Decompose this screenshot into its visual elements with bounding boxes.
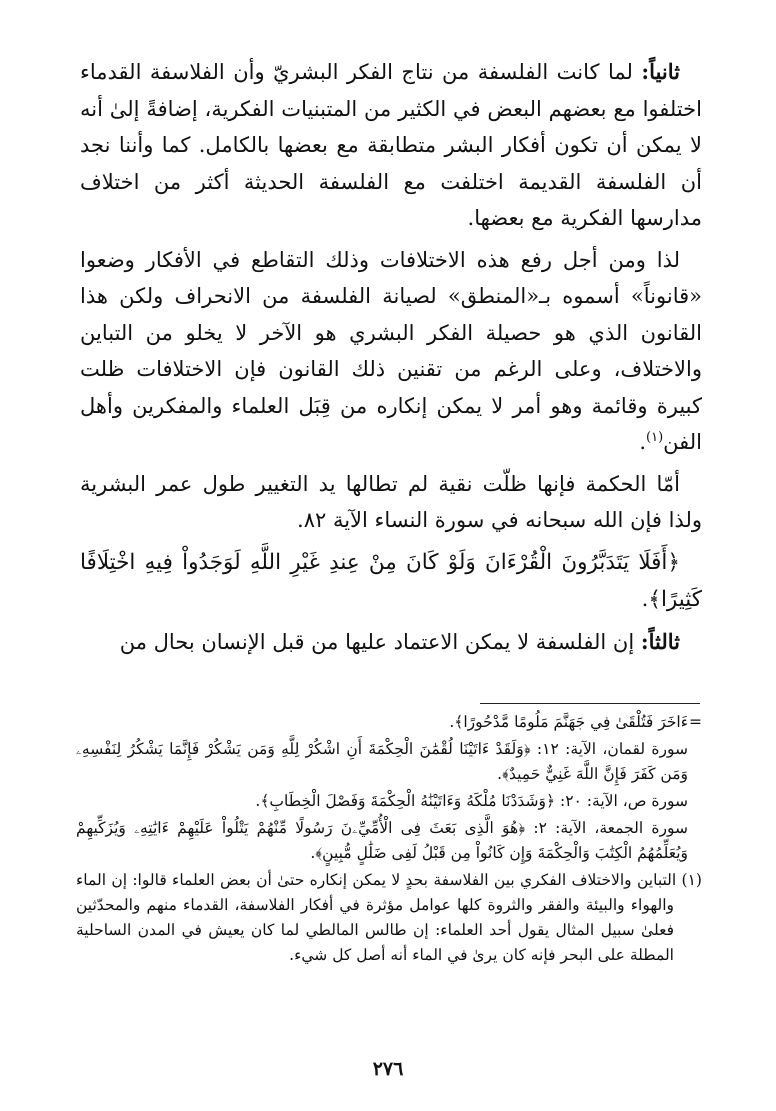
paragraph-2nd-point [80, 54, 702, 237]
quran-verse-block [80, 544, 702, 619]
footnote-separator [480, 703, 700, 704]
footnote-reference[interactable]: (١) [646, 430, 664, 445]
verse-end: . [641, 587, 649, 611]
footnote-1 [76, 868, 702, 968]
paragraph-lead: ثانياً: [641, 59, 680, 84]
footnote-verse-luqman: سورة لقمان، الآية: ١٢: ﴿وَلَقَدْ ءَاتَيْنَا لُقْمَٰنَ الْحِكْمَةَ أَنِ اشْكُرْ لِلَّهِ وَمَن يَشْكُرْ فَإِنَّمَا يَشْكُرُ لِنَفْسِهِۦ وَمَن كَفَرَ فَإِنَّ اللَّهَ غَنِيٌّ حَمِيدٌ﴾. [76, 740, 688, 783]
paragraph-wisdom [80, 466, 702, 539]
quran-verse: ﴿أَفَلَا يَتَدَبَّرُونَ الْقُرْءَانَ وَلَوْ كَانَ مِنْ عِندِ غَيْرِ اللَّهِ لَوَجَدُواْ فِيهِ اخْتِلَافًا كَثِيرًا﴾ [80, 549, 702, 612]
footnote-verse-sad: سورة ص، الآية: ٢٠: ﴿وَشَدَدْنَا مُلْكَهُ وَءَاتَيْنَٰهُ الْحِكْمَةَ وَفَصْلَ الْخِطَابِ﴾. [255, 792, 688, 810]
paragraph-logic [80, 242, 702, 461]
footnote-verse-jumuah: سورة الجمعة، الآية: ٢: ﴿هُوَ الَّذِى بَعَثَ فِى الْأُمِّيِّۦنَ رَسُولًا مِّنْهُمْ يَتْلُواْ عَلَيْهِمْ ءَايَٰتِهِۦ وَيُزَكِّيهِمْ وَيُعَلِّمُهُمُ الْكِتَٰبَ وَالْحِكْمَةَ وَإِن كَانُواْ مِن قَبْلُ لَفِى ضَلَٰلٍ مُّبِينٍ﴾. [76, 819, 688, 862]
paragraph-text: أمّا الحكمة فإنها ظلّت نقية لم تطالها يد التغيير طول عمر البشرية ولذا فإن الله سبحانه في سورة النساء الآية ٨٢. [80, 471, 702, 532]
paragraph-text: لذا ومن أجل رفع هذه الاختلافات وذلك التقاطع في الأفكار وضعوا «قانوناً» أسموه بـ«المنطق» لصيانة الفلسفة من الانحراف ولكن هذا القانون الذي هو حصيلة الفكر البشري هو الآخر لا يخلو من التباين والاختلاف، وعلى الرغم من تقنين ذلك القانون فإن الاختلافات ظلت كبيرة وقائمة وهو أمر لا يمكن إنكاره من قِبَل العلماء والمفكرين وأهل الفن [80, 247, 702, 454]
paragraph-lead: ثالثاً: [640, 628, 680, 654]
footnote-text: ءَاخَرَ فَتُلْقَىٰ فِي جَهَنَّمَ مَلُومًا مَّدْحُورًا﴾. [449, 713, 688, 731]
paragraph-3rd-point [80, 624, 702, 661]
footnote-continuation [76, 710, 702, 735]
main-text [80, 54, 702, 660]
footnotes [76, 710, 702, 968]
footnote-number: (١) [681, 871, 702, 889]
paragraph-text: إن الفلسفة لا يمكن الاعتماد عليها من قبل الإنسان بحال من [119, 629, 635, 654]
continuation-marker: = [689, 713, 702, 731]
paragraph-end: . [639, 430, 647, 454]
footnote-text: التباين والاختلاف الفكري بين الفلاسفة بحدٍ لا يمكن إنكاره حتىٰ أن بعض العلماء قالوا: إن الماء والهواء والبيئة والفقر والثروة كلها عوامل مؤثرة في أفكار الفلاسفة، القدماء منهم والمحدّثين فعلىٰ سبيل المثال يقول أحد العلماء: إن طالس المالطي لما كان يعيش في المدن الساحلية المطلة على البحر فإنه كان يرىٰ في الماء أنه أصل كل شيء. [76, 871, 677, 964]
page-number: ٢٧٦ [372, 1058, 404, 1080]
paragraph-text: لما كانت الفلسفة من نتاج الفكر البشريّ وأن الفلاسفة القدماء اختلفوا مع بعضهم البعض في الكثير من المتبنيات الفكرية، إضافةً إلىٰ أنه لا يمكن أن تكون أفكار البشر متطابقة مع بعضها بالكامل. كما وأننا نجد أن الفلسفة القديمة اختلفت مع الفلسفة الحديثة أكثر من اختلاف مدارسها الفكرية مع بعضها. [80, 60, 702, 230]
